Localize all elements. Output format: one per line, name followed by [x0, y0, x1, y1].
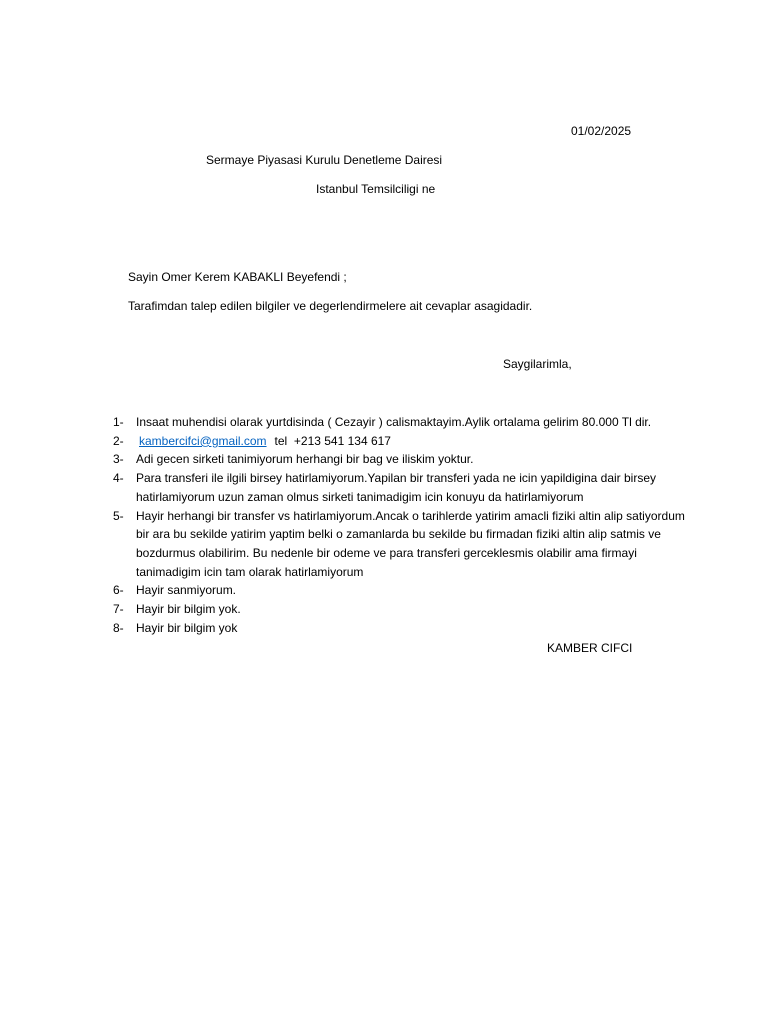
answer-number: 2- [113, 433, 124, 448]
answer-number: 8- [113, 620, 124, 635]
intro-text: Tarafimdan talep edilen bilgiler ve degerlendirmelere ait cevaplar asagidadir. [128, 299, 533, 313]
answer-item-6 [113, 581, 693, 600]
answer-item-1 [113, 413, 693, 432]
recipient-line-1: Sermaye Piyasasi Kurulu Denetleme Dairesi [206, 153, 443, 167]
closing-text: Saygilarimla, [503, 357, 572, 371]
answer-item-3 [113, 450, 693, 469]
phone-text: tel +213 541 134 617 [274, 433, 391, 448]
answers-list [113, 413, 693, 637]
answer-item-4 [113, 469, 693, 506]
answer-text: Hayir herhangi bir transfer vs hatirlamiyorum.Ancak o tarihlerde yatirim amacli fiziki altin alip satiyordum bir ara bu sekilde yatirim yaptim belki o zamanlarda bu sekilde bu firmadan fiziki altin alip satmis ve bozdurmus olabilirim. Bu nedenle bir odeme ve para transferi gerceklesmis olabilir ama firmayi tanimadigim icin tam olarak hatirlamiyorum [136, 508, 685, 579]
answer-text: Hayir bir bilgim yok [136, 620, 238, 635]
answer-number: 3- [113, 452, 124, 467]
answer-number: 7- [113, 602, 124, 617]
answer-item-5 [113, 507, 693, 582]
contact-line [136, 432, 693, 451]
letter-date: 01/02/2025 [571, 124, 632, 138]
answer-item-2 [113, 432, 693, 451]
answer-number: 6- [113, 583, 124, 598]
answer-item-7 [113, 600, 693, 619]
salutation: Sayin Omer Kerem KABAKLI Beyefendi ; [128, 270, 347, 284]
recipient-line-2: Istanbul Temsilciligi ne [316, 182, 436, 196]
answer-text: Hayir sanmiyorum. [136, 583, 237, 598]
answer-text: Adi gecen sirketi tanimiyorum herhangi bir bag ve iliskim yoktur. [136, 452, 474, 467]
answer-number: 5- [113, 508, 124, 523]
signature-name: KAMBER CIFCI [547, 641, 633, 655]
answer-text: Insaat muhendisi olarak yurtdisinda ( Cezayir ) calismaktayim.Aylik ortalama gelirim 80.000 Tl dir. [136, 415, 652, 429]
email-link[interactable]: kambercifci@gmail.com [139, 433, 267, 448]
answer-item-8 [113, 619, 693, 638]
answer-text: Hayir bir bilgim yok. [136, 602, 241, 617]
answer-text: Para transferi ile ilgili birsey hatirlamiyorum.Yapilan bir transferi yada ne icin yapildigina dair birsey hatirlamiyorum uzun zaman olmus sirketi tanimadigim icin konuyu da hatirlamiyorum [136, 471, 657, 504]
answer-number: 1- [113, 415, 124, 429]
answer-number: 4- [113, 471, 124, 486]
